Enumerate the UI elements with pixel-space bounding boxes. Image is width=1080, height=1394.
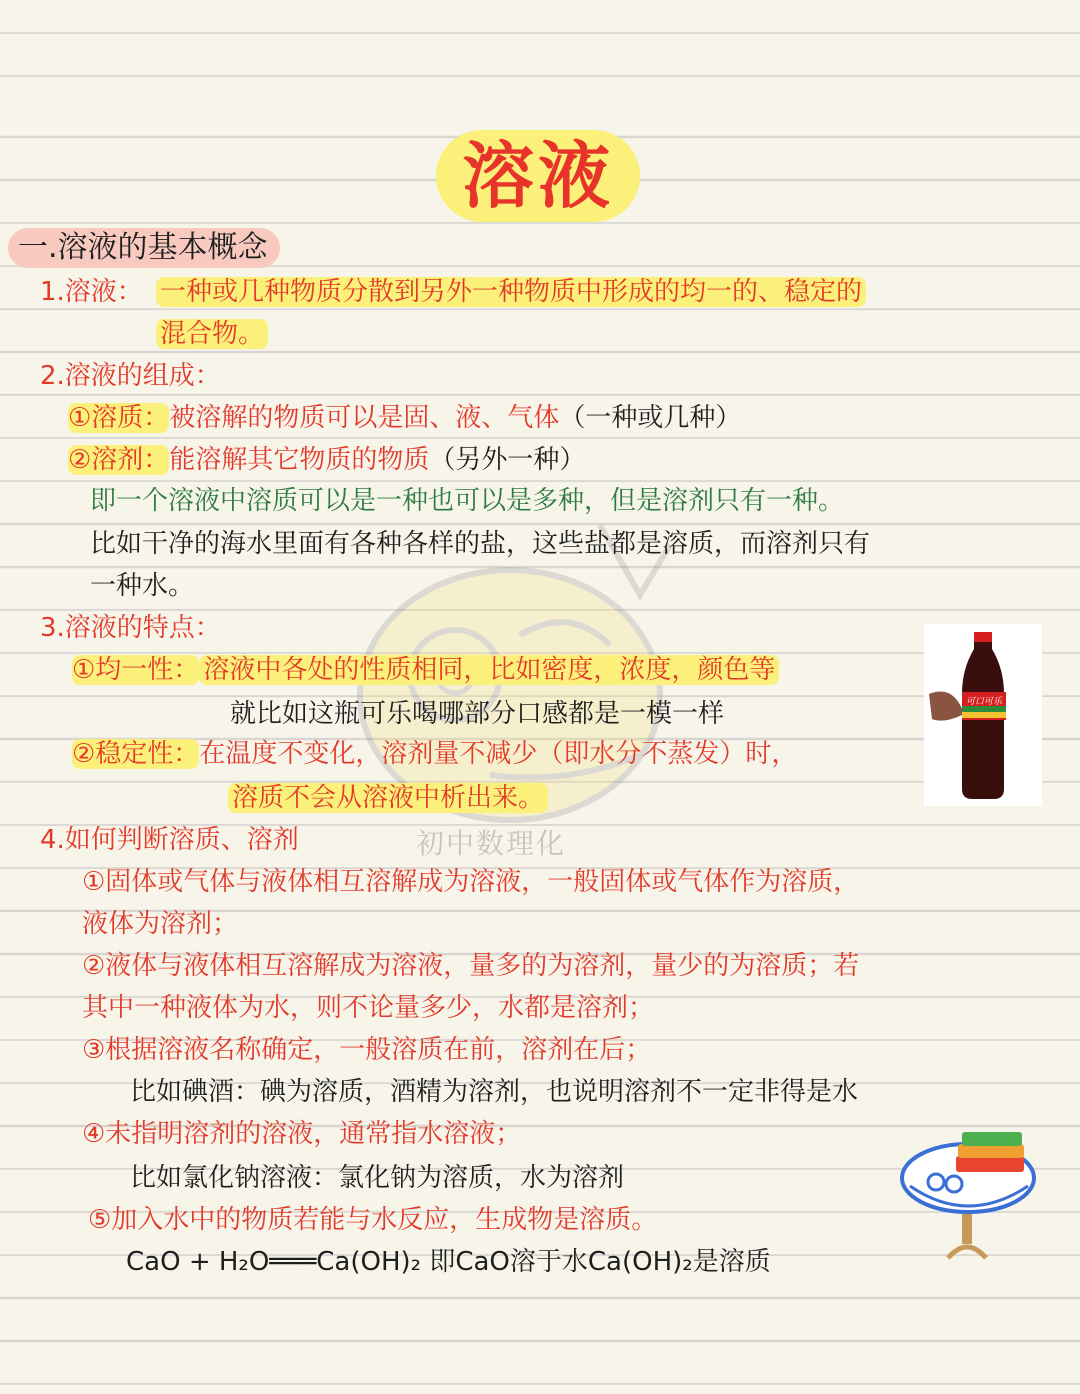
- cola-label-text: 可口可乐: [965, 697, 1003, 707]
- uniform-example: 就比如这瓶可乐喝哪部分口感都是一模一样: [230, 699, 725, 729]
- composition-example-1: 比如干净的海水里面有各种各样的盐，这些盐都是溶质，而溶剂只有: [90, 529, 871, 559]
- stable-line-2: 溶质不会从溶液中析出来。: [228, 778, 548, 818]
- rule-3-example: 比如碘酒：碘为溶质，酒精为溶剂，也说明溶剂不一定非得是水: [130, 1077, 859, 1107]
- rule-3: ③根据溶液名称确定，一般溶质在前，溶剂在后；: [82, 1035, 652, 1065]
- watermark-text: 初中数理化: [416, 827, 567, 860]
- rule-1b: 液体为溶剂；: [82, 909, 239, 939]
- rule-5-example: CaO + H₂O═══Ca(OH)₂ 即CaO溶于水Ca(OH)₂是溶质: [126, 1247, 771, 1277]
- cola-bottle-image: [924, 624, 1042, 806]
- def-text-2: 混合物。: [156, 314, 268, 354]
- rule-4-example: 比如氯化钠溶液：氯化钠为溶质，水为溶剂: [130, 1163, 625, 1193]
- rule-5: ⑤加入水中的物质若能与水反应，生成物是溶质。: [88, 1205, 658, 1235]
- composition-note: 即一个溶液中溶质可以是一种也可以是多种，但是溶剂只有一种。: [90, 486, 845, 516]
- def-text-1: 一种或几种物质分散到另外一种物质中形成的均一的、稳定的: [156, 272, 866, 312]
- stable-line: ②稳定性：在温度不变化，溶剂量不减少（即水分不蒸发）时，: [72, 739, 798, 769]
- books-table-icon: [898, 1126, 1048, 1266]
- solvent-line: ②溶剂：能溶解其它物质的物质（另外一种）: [68, 445, 586, 475]
- features-heading: 3.溶液的特点：: [40, 613, 221, 643]
- rule-1a: ①固体或气体与液体相互溶解成为溶液，一般固体或气体作为溶质，: [82, 867, 860, 897]
- rule-2b: 其中一种液体为水，则不论量多少，水都是溶剂；: [82, 993, 655, 1023]
- composition-heading: 2.溶液的组成：: [40, 361, 221, 391]
- composition-example-2: 一种水。: [90, 571, 195, 601]
- section-heading: 一.溶液的基本概念: [8, 228, 280, 268]
- judge-heading: 4.如何判断溶质、溶剂: [40, 825, 299, 855]
- rule-2a: ②液体与液体相互溶解成为溶液，量多的为溶剂，量少的为溶质；若: [82, 951, 860, 981]
- rule-4: ④未指明溶剂的溶液，通常指水溶液；: [82, 1119, 522, 1149]
- page-title: 溶液: [436, 130, 640, 222]
- solute-line: ①溶质：被溶解的物质可以是固、液、气体（一种或几种）: [68, 403, 742, 433]
- def-label: 1.溶液：: [40, 277, 143, 307]
- uniform-line: ①均一性： 溶液中各处的性质相同，比如密度，浓度，颜色等: [72, 650, 779, 690]
